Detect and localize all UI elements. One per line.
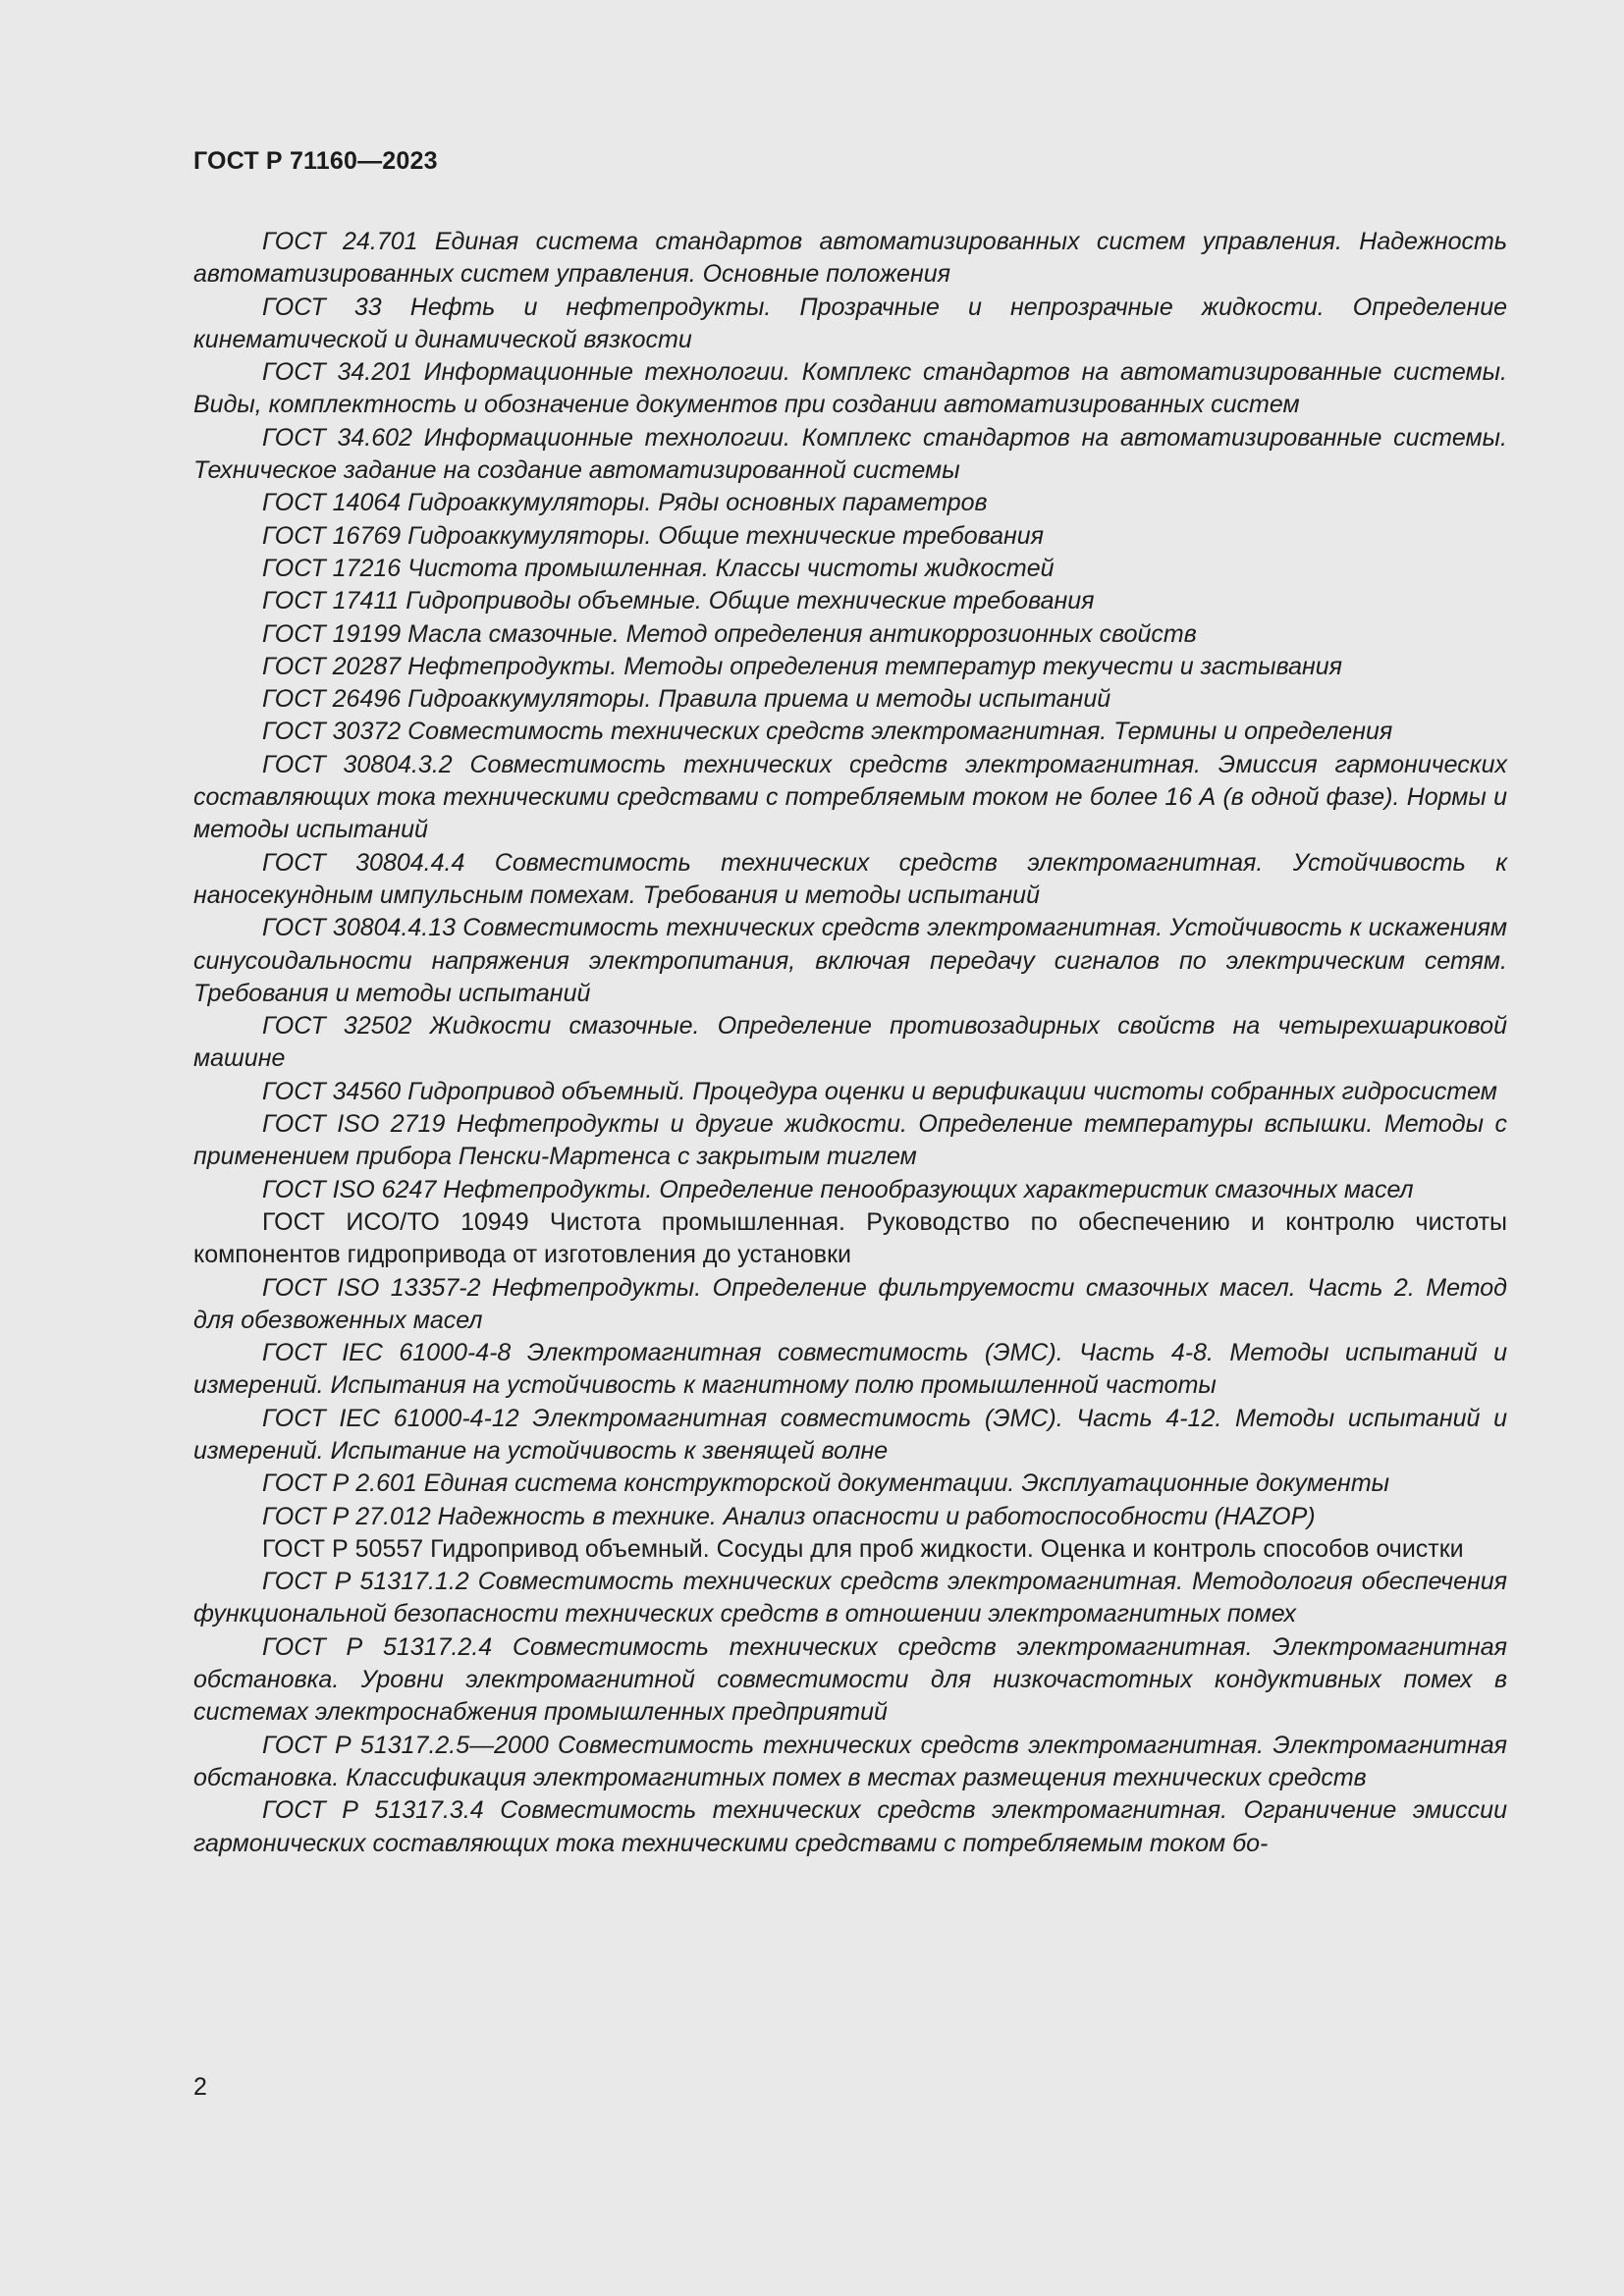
reference-item: ГОСТ 20287 Нефтепродукты. Методы определения температур текучести и застывания [262,652,1342,680]
reference-item: ГОСТ 30804.4.4 Совместимость технических средств электромагнитная. Устойчивость к наносекундным импульсным помехам. Требования и методы испытаний [193,848,1507,909]
reference-item: ГОСТ Р 51317.2.5—2000 Совместимость технических средств электромагнитная. Электромагнитная обстановка. Классификация электромагнитных помех в местах размещения технических средств [193,1731,1507,1791]
reference-item: ГОСТ 30804.3.2 Совместимость технических средств электромагнитная. Эмиссия гармонических составляющих тока техническими средствами с потребляемым током не более 16 А (в одной фазе). Нормы и методы испытаний [193,750,1507,844]
reference-item: ГОСТ ISO 2719 Нефтепродукты и другие жидкости. Определение температуры вспышки. Методы с применением прибора Пенски-Мартенса с закрытым тиглем [193,1110,1507,1171]
reference-item: ГОСТ ИСО/ТО 10949 Чистота промышленная. Руководство по обеспечению и контролю чистоты компонентов гидропривода от изготовления до установки [193,1207,1507,1269]
document-code-header: ГОСТ Р 71160—2023 [193,147,438,175]
reference-item: ГОСТ Р 50557 Гидропривод объемный. Сосуды для проб жидкости. Оценка и контроль способов очистки [262,1534,1464,1563]
reference-item: ГОСТ Р 27.012 Надежность в технике. Анализ опасности и работоспособности (HAZOP) [262,1502,1316,1530]
reference-item: ГОСТ Р 51317.2.4 Совместимость технических средств электромагнитная. Электромагнитная обстановка. Уровни электромагнитной совместимости для низкочастотных кондуктивных помех в системах электроснабжения промышленных предприятий [193,1632,1507,1727]
reference-item: ГОСТ 34.602 Информационные технологии. Комплекс стандартов на автоматизированные системы. Техническое задание на создание автоматизированной системы [193,423,1507,485]
reference-item: ГОСТ 34560 Гидропривод объемный. Процедура оценки и верификации чистоты собранных гидросистем [262,1077,1497,1105]
reference-item: ГОСТ 33 Нефть и нефтепродукты. Прозрачные и непрозрачные жидкости. Определение кинематической и динамической вязкости [193,293,1507,353]
reference-item: ГОСТ 14064 Гидроаккумуляторы. Ряды основных параметров [262,489,988,517]
reference-item: ГОСТ ISO 6247 Нефтепродукты. Определение пенообразующих характеристик смазочных масел [262,1175,1414,1203]
normative-references-list [193,226,1507,1860]
reference-item: ГОСТ 26496 Гидроаккумуляторы. Правила приема и методы испытаний [262,685,1111,714]
reference-item: ГОСТ Р 2.601 Единая система конструкторской документации. Эксплуатационные документы [262,1469,1390,1498]
reference-item: ГОСТ 34.201 Информационные технологии. Комплекс стандартов на автоматизированные системы. Виды, комплектность и обозначение документов при создании автоматизированных систем [193,358,1507,419]
reference-item: ГОСТ 24.701 Единая система стандартов автоматизированных систем управления. Надежность автоматизированных систем управления. Основные положения [193,228,1507,289]
reference-item: ГОСТ Р 51317.1.2 Совместимость технических средств электромагнитная. Методология обеспечения функциональной безопасности технических средств в отношении электромагнитных помех [193,1568,1507,1629]
reference-item: ГОСТ IEC 61000-4-8 Электромагнитная совместимость (ЭМС). Часть 4-8. Методы испытаний и измерений. Испытания на устойчивость к магнитному полю промышленной частоты [193,1339,1507,1400]
reference-item: ГОСТ 19199 Масла смазочные. Метод определения антикоррозионных свойств [262,619,1197,648]
reference-item: ГОСТ 30804.4.13 Совместимость технических средств электромагнитная. Устойчивость к искажениям синусоидальности напряжения электропитания, включая передачу сигналов по электрическим сетям. Требования и методы испытаний [193,914,1507,1007]
reference-item: ГОСТ 32502 Жидкости смазочные. Определение противозадирных свойств на четырехшариковой машине [193,1012,1507,1073]
reference-item: ГОСТ IEC 61000-4-12 Электромагнитная совместимость (ЭМС). Часть 4-12. Методы испытаний и измерений. Испытание на устойчивость к звенящей волне [193,1404,1507,1465]
reference-item: ГОСТ 17411 Гидроприводы объемные. Общие технические требования [262,587,1095,615]
reference-item: ГОСТ 16769 Гидроаккумуляторы. Общие технические требования [262,521,1045,550]
reference-item: ГОСТ 30372 Совместимость технических средств электромагнитная. Термины и определения [262,718,1393,746]
reference-item: ГОСТ 17216 Чистота промышленная. Классы чистоты жидкостей [262,554,1055,582]
reference-item: ГОСТ Р 51317.3.4 Совместимость технических средств электромагнитная. Ограничение эмиссии гармонических составляющих тока техническими средствами с потребляемым током бо- [193,1796,1507,1857]
reference-item: ГОСТ ISO 13357-2 Нефтепродукты. Определение фильтруемости смазочных масел. Часть 2. Метод для обезвоженных масел [193,1273,1507,1334]
page-number: 2 [193,2073,207,2101]
